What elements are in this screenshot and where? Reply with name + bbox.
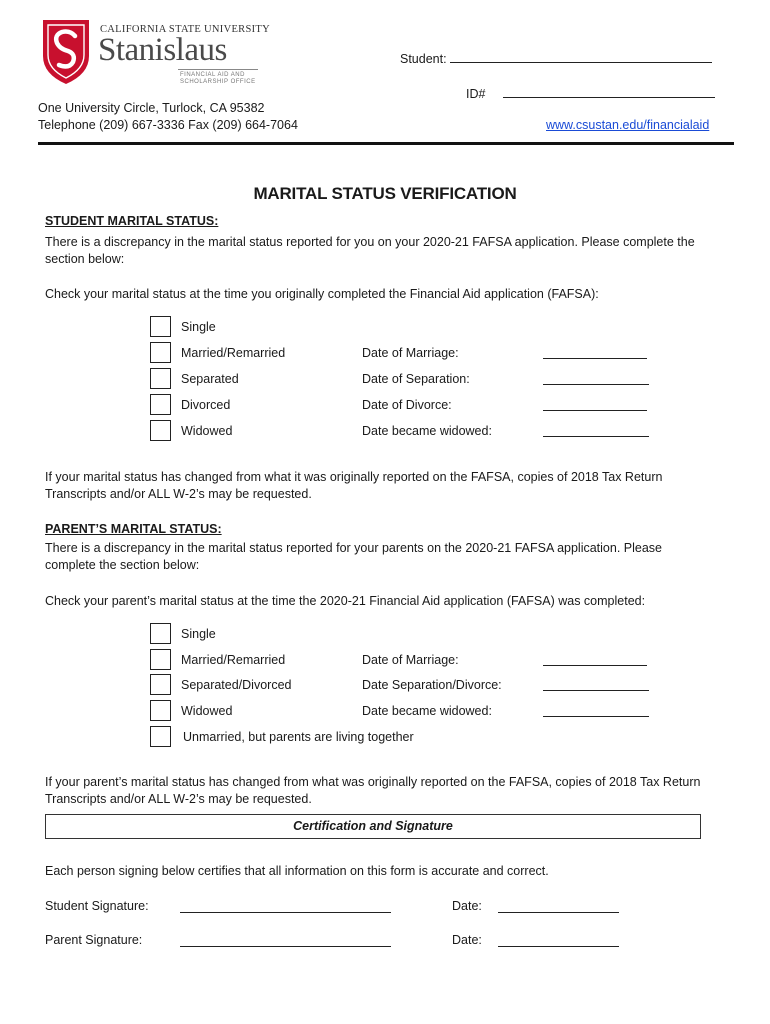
parent-widowed-checkbox[interactable] <box>150 700 171 721</box>
parent-unmarried-checkbox[interactable] <box>150 726 171 747</box>
parent-separated-divorced-checkbox[interactable] <box>150 674 171 695</box>
parent-widowed-date-line[interactable] <box>543 716 649 717</box>
student-single-checkbox[interactable] <box>150 316 171 337</box>
student-option-married <box>150 342 670 368</box>
office-phone-fax: Telephone (209) 667-3336 Fax (209) 664-7064 <box>38 118 298 132</box>
marriage-date-line[interactable] <box>543 358 647 359</box>
student-section-intro: There is a discrepancy in the marital status reported for you on your 2020-21 FAFSA application. Please complete the section below: <box>45 235 695 266</box>
student-signature-date-line[interactable] <box>498 912 619 913</box>
logo-office-line2: SCHOLARSHIP OFFICE <box>180 79 256 85</box>
student-label: Student: <box>400 52 447 66</box>
student-date-label: Date: <box>452 899 482 913</box>
logo-divider <box>178 69 258 70</box>
certification-title: Certification and Signature <box>293 819 453 833</box>
option-label: Married/Remarried <box>181 346 286 360</box>
parent-signature-label: Parent Signature: <box>45 933 143 947</box>
divorce-date-line[interactable] <box>543 410 647 411</box>
office-address-block <box>38 100 298 134</box>
date-label: Date of Separation: <box>362 372 470 386</box>
parent-option-widowed <box>150 700 670 726</box>
parent-section-instruction: Check your parent’s marital status at the time the 2020-21 Financial Aid application (FAFSA) was completed: <box>45 594 646 608</box>
parent-marriage-date-line[interactable] <box>543 665 647 666</box>
logo-campus-name: Stanislaus <box>98 32 227 68</box>
form-title: MARITAL STATUS VERIFICATION <box>253 184 517 203</box>
office-address: One University Circle, Turlock, CA 95382 <box>38 101 265 115</box>
parent-section-intro: There is a discrepancy in the marital status reported for your parents on the 2020-21 FAFSA application. Please complete the section below: <box>45 541 663 572</box>
parent-option-married <box>150 649 670 675</box>
parent-option-unmarried-together <box>150 726 670 752</box>
option-label: Widowed <box>181 704 233 718</box>
date-label: Date became widowed: <box>362 704 492 718</box>
student-signature-line[interactable] <box>180 912 391 913</box>
option-label: Separated/Divorced <box>181 678 292 692</box>
option-label: Widowed <box>181 424 233 438</box>
student-section-instruction: Check your marital status at the time you originally completed the Financial Aid application (FAFSA): <box>45 287 599 301</box>
header-divider <box>38 142 734 145</box>
student-married-checkbox[interactable] <box>150 342 171 363</box>
student-name-field[interactable] <box>400 50 712 66</box>
certification-box <box>45 814 701 839</box>
parent-option-separated-divorced <box>150 674 670 700</box>
student-section-note: If your marital status has changed from what it was originally reported on the FAFSA, copies of 2018 Tax Return Transcripts and/or ALL W-2’s may be requested. <box>45 470 663 501</box>
certification-statement: Each person signing below certifies that all information on this form is accurate and correct. <box>45 864 549 878</box>
option-label: Single <box>181 320 216 334</box>
parent-section-heading: PARENT’S MARITAL STATUS: <box>45 522 222 536</box>
option-label: Divorced <box>181 398 231 412</box>
financial-aid-link[interactable]: www.csustan.edu/financialaid <box>546 118 710 132</box>
option-label: Single <box>181 627 216 641</box>
university-shield-icon <box>40 16 92 86</box>
student-signature-label: Student Signature: <box>45 899 149 913</box>
option-label: Separated <box>181 372 239 386</box>
widowed-date-line[interactable] <box>543 436 649 437</box>
student-option-separated <box>150 368 670 394</box>
parent-signature-line[interactable] <box>180 946 391 947</box>
student-id-field[interactable] <box>466 85 715 101</box>
parent-separation-date-line[interactable] <box>543 690 649 691</box>
separation-date-line[interactable] <box>543 384 649 385</box>
logo-office-line1: FINANCIAL AID AND <box>180 72 245 78</box>
student-id-line[interactable] <box>503 85 715 98</box>
id-label: ID# <box>466 87 486 101</box>
date-label: Date of Marriage: <box>362 346 459 360</box>
option-label: Unmarried, but parents are living together <box>183 730 414 744</box>
date-label: Date of Divorce: <box>362 398 452 412</box>
student-option-single <box>150 316 670 342</box>
date-label: Date of Marriage: <box>362 653 459 667</box>
logo-university-system: CALIFORNIA STATE UNIVERSITY <box>100 24 271 35</box>
parent-signature-date-line[interactable] <box>498 946 619 947</box>
student-section-heading: STUDENT MARITAL STATUS: <box>45 214 219 228</box>
parent-option-single <box>150 623 670 649</box>
date-label: Date Separation/Divorce: <box>362 678 502 692</box>
parent-married-checkbox[interactable] <box>150 649 171 670</box>
parent-single-checkbox[interactable] <box>150 623 171 644</box>
parent-section-note: If your parent’s marital status has changed from what was originally reported on the FAFSA, copies of 2018 Tax Return Transcripts and/or ALL W-2’s may be requested. <box>45 775 701 806</box>
student-name-line[interactable] <box>450 50 712 63</box>
university-logo <box>40 16 270 86</box>
student-separated-checkbox[interactable] <box>150 368 171 389</box>
date-label: Date became widowed: <box>362 424 492 438</box>
student-option-divorced <box>150 394 670 420</box>
student-widowed-checkbox[interactable] <box>150 420 171 441</box>
option-label: Married/Remarried <box>181 653 286 667</box>
student-divorced-checkbox[interactable] <box>150 394 171 415</box>
student-option-widowed <box>150 420 670 446</box>
parent-date-label: Date: <box>452 933 482 947</box>
